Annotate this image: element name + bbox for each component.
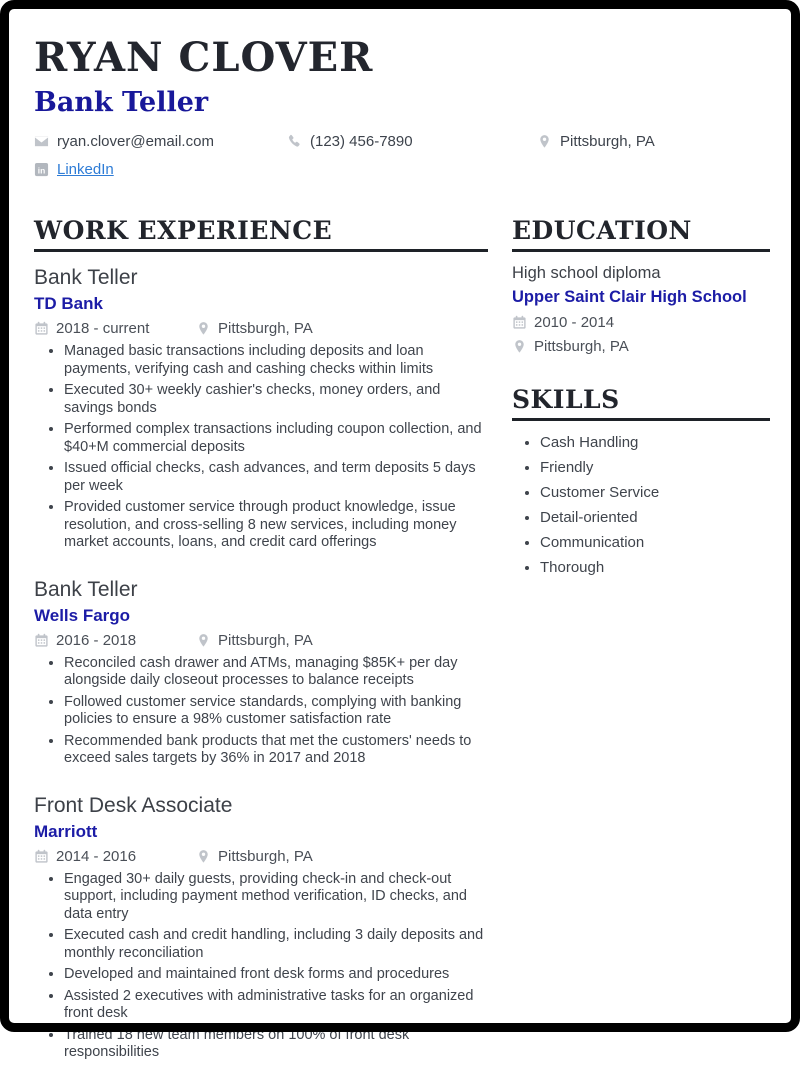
sidebar-column [512, 216, 770, 1088]
job-dates: 2014 - 2016 [34, 848, 196, 865]
job-bullet: • Followed customer service standards, complying with banking policies to ensure a 98% customer satisfaction rate [64, 694, 488, 729]
job-title: Bank Teller [34, 577, 138, 601]
job-bullet: • Executed cash and credit handling, including 3 daily deposits and monthly reconciliation [64, 927, 488, 962]
skills-section [512, 385, 770, 578]
job-bullet: • Developed and maintained front desk forms and procedures [64, 966, 488, 984]
phone-icon [287, 134, 302, 149]
skill-item: • Detail-oriented [540, 508, 770, 528]
contact-location [537, 133, 655, 150]
location-pin-icon [196, 849, 211, 864]
job-bullet-list [34, 343, 488, 552]
skill-item: • Cash Handling [540, 433, 770, 453]
job-bullet: • Performed complex transactions including coupon collection, and $40+M commercial deposits [64, 421, 488, 456]
candidate-title: Bank Teller [34, 87, 209, 118]
job-bullet: • Assisted 2 executives with administrative tasks for an organized front desk [64, 988, 488, 1023]
location-pin-icon [196, 321, 211, 336]
email-icon [34, 134, 49, 149]
company-name: Marriott [34, 821, 98, 841]
job-dates: 2018 - current [34, 320, 196, 337]
skill-item: • Customer Service [540, 483, 770, 503]
contact-phone [287, 133, 537, 150]
company-name: Wells Fargo [34, 605, 131, 625]
job-location: Pittsburgh, PA [196, 848, 313, 865]
education-school: Upper Saint Clair High School [512, 288, 747, 306]
job-location: Pittsburgh, PA [196, 632, 313, 649]
contact-row-2 [34, 161, 770, 178]
calendar-icon [512, 315, 527, 330]
location-pin-icon [196, 633, 211, 648]
calendar-icon [34, 633, 49, 648]
job-bullet: • Executed 30+ weekly cashier's checks, money orders, and savings bonds [64, 382, 488, 417]
job-bullet: • Provided customer service through product knowledge, issue resolution, and cross-selling 8 new services, including money market accounts, loans, and credit card offerings [64, 499, 488, 552]
skill-item: • Communication [540, 533, 770, 553]
contact-row [34, 133, 770, 150]
email-text: ryan.clover@email.com [57, 133, 214, 150]
job-location: Pittsburgh, PA [196, 320, 313, 337]
job-bullet-list [34, 871, 488, 1062]
skill-item: • Friendly [540, 458, 770, 478]
location-pin-icon [512, 339, 527, 354]
job-title: Front Desk Associate [34, 793, 233, 817]
calendar-icon [34, 849, 49, 864]
education-degree: High school diploma [512, 264, 661, 282]
job-entry-td-bank [34, 266, 488, 552]
linkedin-icon [34, 162, 49, 177]
contact-email [34, 133, 287, 150]
work-experience-column [34, 216, 488, 1088]
education-dates: 2010 - 2014 [512, 314, 770, 331]
job-bullet: • Trained 18 new team members on 100% of front desk responsibilities [64, 1027, 488, 1062]
education-location: Pittsburgh, PA [512, 338, 770, 355]
skill-item: • Thorough [540, 558, 770, 578]
job-dates: 2016 - 2018 [34, 632, 196, 649]
linkedin-link[interactable]: LinkedIn [57, 161, 114, 178]
job-title: Bank Teller [34, 266, 138, 289]
contact-linkedin [34, 161, 114, 178]
job-entry-marriott [34, 794, 488, 1062]
calendar-icon [34, 321, 49, 336]
location-pin-icon [537, 134, 552, 149]
job-bullet: • Issued official checks, cash advances, and term deposits 5 days per week [64, 460, 488, 495]
job-bullet: • Reconciled cash drawer and ATMs, managing $85K+ per day alongside daily closeout processes to balance receipts [64, 655, 488, 690]
skills-heading: SKILLS [512, 385, 770, 421]
job-bullet: • Recommended bank products that met the customers' needs to exceed sales targets by 36% in 2017 and 2018 [64, 733, 488, 768]
job-entry-wells-fargo [34, 578, 488, 768]
company-name: TD Bank [34, 294, 103, 313]
job-bullet-list [34, 655, 488, 768]
education-heading: EDUCATION [512, 216, 770, 252]
candidate-name: RYAN CLOVER [34, 34, 374, 81]
work-experience-heading: WORK EXPERIENCE [34, 216, 488, 252]
job-bullet: • Managed basic transactions including deposits and loan payments, verifying cash and cashing checks within limits [64, 343, 488, 378]
skills-list [512, 433, 770, 578]
phone-text: (123) 456-7890 [310, 133, 413, 150]
job-bullet: • Engaged 30+ daily guests, providing check-in and check-out support, including payment method verification, ID checks, and data entry [64, 871, 488, 924]
location-text: Pittsburgh, PA [560, 133, 655, 150]
